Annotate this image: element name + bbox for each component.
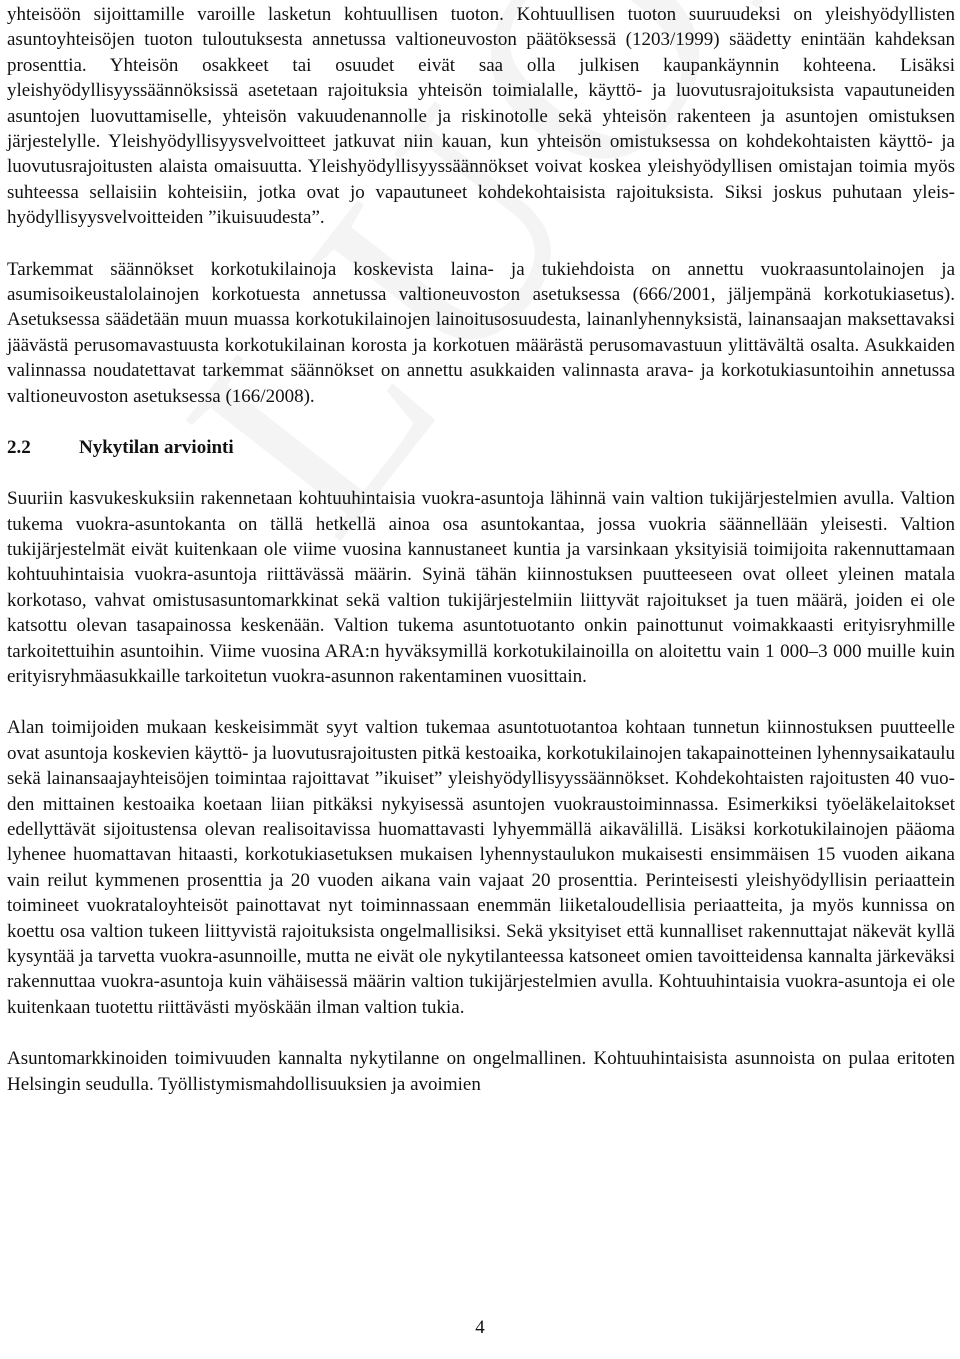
page-number: 4	[475, 1317, 485, 1338]
paragraph-reasons: Alan toimijoiden mukaan keskeisimmät syyt valtion tukemaa asuntotuotantoa kohtaan tunnetun kiinnostuksen puutteelle ovat asuntoja koskevien käyttö- ja luovutusrajoitusten pitkä kestoaika, korkotukilainojen takapainotteinen lyhennysaikataulu sekä lainansaajayhteisöjen toimintaa rajoittavat ”ikuiset” yleishyödyllisyyssäännökset. Kohdekohtaisten rajoitusten 40 vuoden mittainen kestoaika koetaan liian pitkäksi nykyisessä asuntojen vuokraustoiminnassa. Esimerkiksi työeläkelaitokset edellyttävät sijoitustensa olevan realisoitavissa huomattavasti lyhyemmällä aikavälillä. Lisäksi korkotukilainojen pääoma lyhenee huomattavan hitaasti, korkotukiasetuksen mukaisen lyhennystaulukon mukaisesti ensimmäisen 15 vuoden aikana vain reilut kymmenen prosenttia ja 20 vuoden aikana vain vajaat 20 prosenttia. Perinteisesti yleishyödyllisin periaattein toimineet vuokrataloyhteisöt painottavat nyt toiminnassaan enemmän liiketaloudellisia periaatteita, ja myös kunnissa on koettu osa valtion tukeen liittyvistä rajoituksista ongelmallisiksi. Sekä yksityiset että kunnalliset rakennuttajat näkevät kyllä kysyntää ja tarvetta vuokra-asunnoille, mutta ne eivät ole nykytilanteessa katsoneet omien tavoitteidensa kannalta järkeväksi rakennuttaa vuokra-asuntoja kuin vähäisessä määrin valtion tukijärjestelmien avulla. Kohtuuhintaisia vuokra-asuntoja ei ole kuitenkaan tuotettu riittävästi myöskään ilman valtion tukia.	[7, 717, 955, 1018]
paragraph-interest-subsidy-rules: Tarkemmat säännökset korkotukilainoja koskevista laina- ja tukiehdoista on annettu vuokraasuntolainojen ja asumisoikeustalolainojen korkotuesta annetussa valtioneuvoston asetuksessa (666/2001, jäljempänä korkotukiasetus). Asetuksessa säädetään muun muassa korkotukilainojen lainoitusosuudesta, lainanlyhennyksistä, lainansaajan maksettavaksi jäävästä perusomavastuusta korkotukilainan korosta ja korkotuen määrästä perusomavastuun ylittävältä osalta. Asukkaiden valinnassa noudatettavat tarkemmat säännökset on annettu asukkaiden valinnasta arava- ja korkotukiasuntoihin annetussa valtioneuvoston asetuksessa (166/2008).	[7, 258, 955, 407]
document-page	[7, 0, 955, 1097]
paragraph-current-state: Suuriin kasvukeskuksiin rakennetaan kohtuuhintaisia vuokra-asuntoja lähinnä vain valtion tukijärjestelmien avulla. Valtion tukema vuokra-asuntokanta on tällä hetkellä ainoa osa asuntokantaa, jossa vuokria säännellään yleisesti. Valtion tukijärjestelmät eivät kuitenkaan ole viime vuosina kannustaneet kuntia ja varsinkaan yksityisiä toimijoita rakennuttamaan kohtuuhintaisia vuokra-asuntoja riittävässä määrin. Syinä tähän kiinnostuksen puutteeseen ovat olleet yleinen matala korkotaso, vahvat omistusasuntomarkkinat sekä valtion tukijärjestelmiin liittyvät rajoitukset ja tuen määrä, joiden ei ole katsottu olevan tasapainossa keskenään. Valtion tukema asuntotuotanto onkin painottunut voimakkaasti erityisryhmille tarkoitettuihin asuntoihin. Viime vuosina ARA:n hyväksymillä korkotukilainoilla on aloitettu vain 1 000–3 000 muille kuin erityisryhmäasukkaille tarkoitetun vuokra-asunnon rakentaminen vuosittain.	[7, 488, 955, 687]
section-heading	[7, 435, 955, 460]
section-title: Nykytilan arviointi	[79, 437, 234, 459]
section-number: 2.2	[7, 437, 31, 459]
paragraph-non-profit-obligations: yhteisöön sijoittamille varoille lasketun kohtuullisen tuoton. Kohtuullisen tuoton suuruudeksi on yleishyödyllisten asuntoyhteisöjen tuoton tuloutuksesta annetussa valtioneuvoston päätöksessä (1203/1999) säädetty enintään kahdeksan prosenttia. Yhteisön osakkeet tai osuudet eivät saa olla julkisen kaupankäynnin kohteena. Lisäksi yleishyödyllisyyssäännöksissä asetetaan rajoituksia yhteisön toimialalle, käyttö- ja luovutusrajoituksista vapautuneiden asuntojen luovuttamiselle, yhteisön vakuudenannolle ja riskinotolle sekä yhteisön rakenteen ja asuntojen omistuksen järjestelylle. Yleishyödyllisyysvelvoitteet jatkuvat niin kauan, kun yhteisön omistuksessa on kohdekohtaisten käyttö- ja luovutusrajoitusten alaista omaisuutta. Yleishyödyllisyyssäännökset voivat koskea yleishyödyllisen omistajan toimia myös suhteessa sellaisiin kohteisiin, jotka ovat jo vapautuneet kohdekohtaisista rajoituksista. Siksi joskus puhutaan yleishyödyllisyysvelvoitteiden ”ikuisuudesta”.	[7, 4, 955, 229]
paragraph-housing-market: Asuntomarkkinoiden toimivuuden kannalta nykytilanne on ongelmallinen. Kohtuuhintaisista asunnoista on pulaa eritoten Helsingin seudulla. Työllistymismahdollisuuksien ja avoimien	[7, 1048, 955, 1095]
